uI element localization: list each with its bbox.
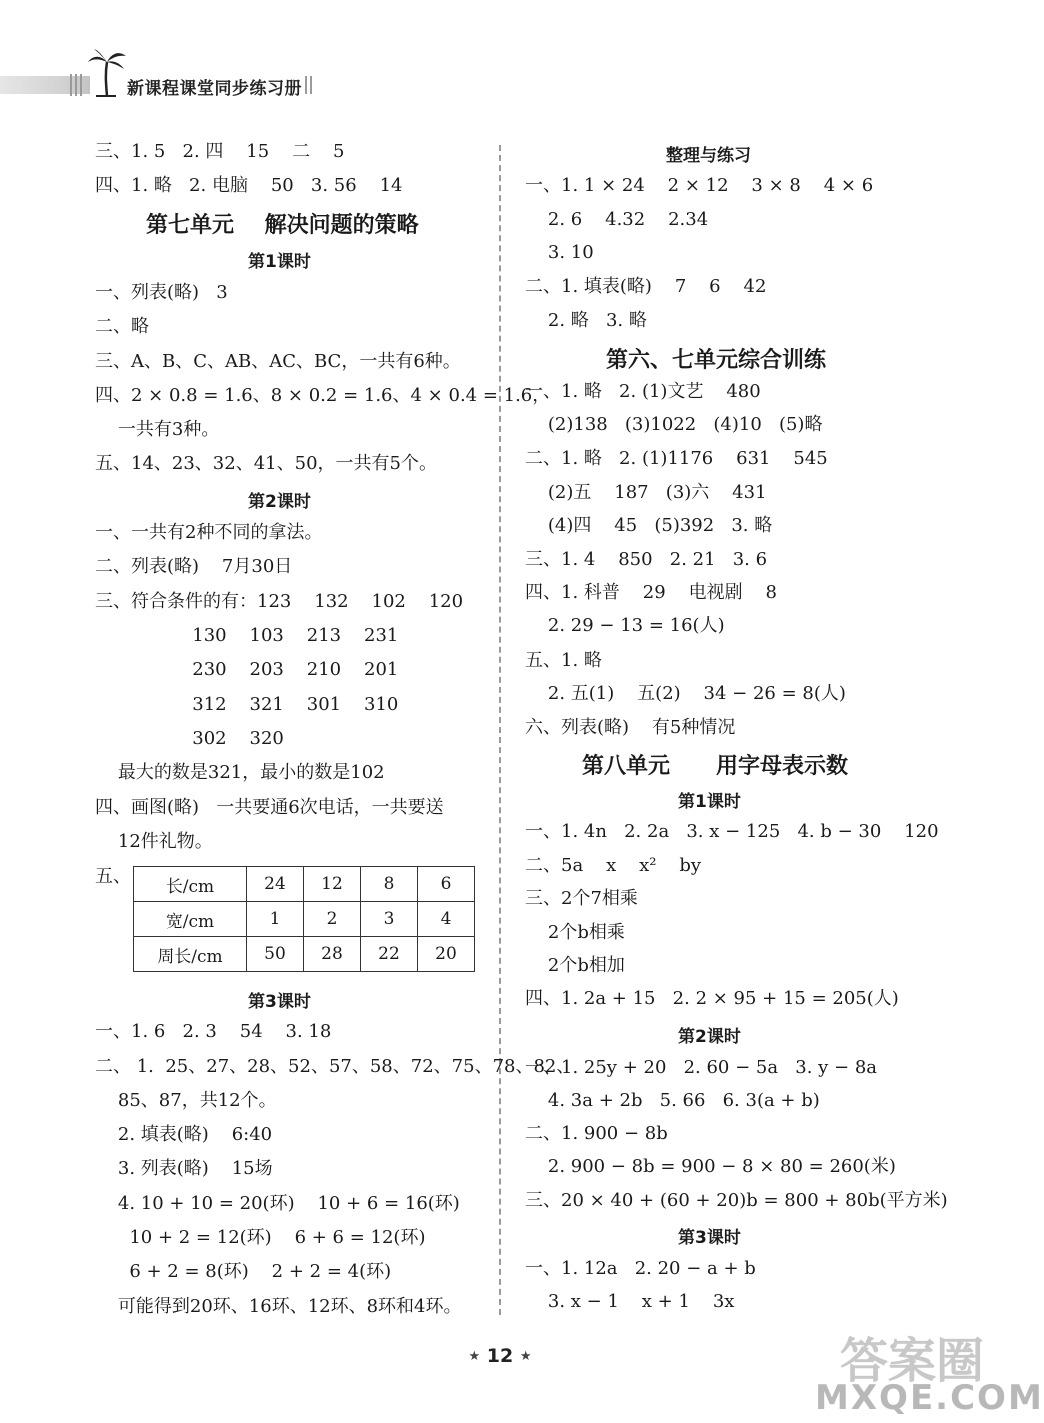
answer-line: 二、1. 900 − 8b (525, 1123, 668, 1144)
answer-line: 3. 10 (525, 242, 594, 263)
table-cell: 2 (304, 902, 361, 937)
lesson-title: 第2课时 (678, 1027, 741, 1047)
unit-title: 第七单元 解决问题的策略 (146, 213, 419, 238)
table-row (134, 867, 475, 902)
answer-line: 2个b相乘 (525, 922, 625, 943)
answer-line: 可能得到20环、16环、12环、8环和4环。 (95, 1296, 462, 1317)
table-cell: 20 (418, 937, 475, 972)
table-cell: 8 (361, 867, 418, 902)
watermark-text: MXQE.COM (815, 1378, 1044, 1418)
page-number-value: 12 (486, 1345, 514, 1367)
answer-line: 4. 10 + 10 = 20(环) 10 + 6 = 16(环) (95, 1193, 460, 1214)
answer-line: 三、A、B、C、AB、AC、BC，一共有6种。 (95, 351, 461, 372)
answer-line: 三、1. 5 2. 四 15 二 5 (95, 141, 345, 162)
answer-line: 最大的数是321，最小的数是102 (95, 762, 385, 783)
answer-line: 312 321 301 310 (95, 694, 399, 715)
answer-line: 12件礼物。 (95, 831, 213, 852)
palm-tree-icon (86, 48, 128, 98)
answer-line: 2. 29 − 13 = 16(人) (525, 615, 725, 636)
answer-line: 四、1. 科普 29 电视剧 8 (525, 582, 777, 603)
star-icon: ★ (519, 1349, 532, 1364)
answer-line: 3. 列表(略) 15场 (95, 1158, 273, 1179)
answer-line: (4)四 45 (5)392 3. 略 (525, 515, 773, 536)
question-label: 五、 (95, 866, 131, 887)
answer-line: 四、1. 2a + 15 2. 2 × 95 + 15 = 205(人) (525, 988, 899, 1009)
lesson-title: 第1课时 (248, 252, 311, 272)
column-divider (499, 145, 501, 1315)
row-header: 周长/cm (134, 937, 247, 972)
answer-line: 302 320 (95, 728, 284, 749)
answer-line: 四、1. 略 2. 电脑 50 3. 56 14 (95, 175, 403, 196)
answer-line: 二、1. 略 2. (1)1176 631 545 (525, 448, 828, 469)
answer-line: 230 203 210 201 (95, 659, 399, 680)
table-cell: 3 (361, 902, 418, 937)
lesson-title: 第1课时 (678, 792, 741, 812)
answer-line: 一、1. 1 × 24 2 × 12 3 × 8 4 × 6 (525, 175, 874, 196)
row-header: 宽/cm (134, 902, 247, 937)
answer-line: 三、20 × 40 + (60 + 20)b = 800 + 80b(平方米) (525, 1190, 948, 1211)
answer-line: 一、1. 6 2. 3 54 3. 18 (95, 1021, 332, 1042)
answer-line: 一共有3种。 (95, 419, 220, 440)
answer-line: 四、画图(略) 一共要通6次电话，一共要送 (95, 797, 444, 818)
answer-line: 一、1. 略 2. (1)文艺 480 (525, 381, 761, 402)
table-row (134, 937, 475, 972)
header-stripe (75, 74, 77, 96)
answer-line: 2. 6 4.32 2.34 (525, 209, 709, 230)
table-cell: 4 (418, 902, 475, 937)
answer-line: 二、列表(略) 7月30日 (95, 556, 293, 577)
answer-line: (2)138 (3)1022 (4)10 (5)略 (525, 414, 823, 435)
answer-line: 2. 略 3. 略 (525, 310, 647, 331)
star-icon: ★ (468, 1349, 481, 1364)
answer-line: 五、14、23、32、41、50，一共有5个。 (95, 453, 437, 474)
answer-line: 三、1. 4 850 2. 21 3. 6 (525, 549, 768, 570)
lesson-title: 第3课时 (678, 1228, 741, 1248)
answer-line: 二、5a x x² by (525, 855, 702, 876)
answer-line: 一、列表(略) 3 (95, 282, 228, 303)
answer-line: 二、略 (95, 316, 149, 337)
unit-title: 第八单元 用字母表示数 (582, 754, 848, 779)
header-stripe (70, 74, 72, 96)
table-cell: 28 (304, 937, 361, 972)
answer-line: 四、2 × 0.8 = 1.6、8 × 0.2 = 1.6、4 × 0.4 = 1.6， (95, 385, 551, 406)
answer-line: 二、 1. 25、27、28、52、57、58、72、75、78、82、 (95, 1056, 575, 1077)
lesson-title: 第2课时 (248, 492, 311, 512)
answer-line: 2. 填表(略) 6:40 (95, 1124, 273, 1145)
answer-line: 4. 3a + 2b 5. 66 6. 3(a + b) (525, 1090, 820, 1111)
table-cell: 22 (361, 937, 418, 972)
table-cell: 6 (418, 867, 475, 902)
answer-line: 二、1. 填表(略) 7 6 42 (525, 276, 767, 297)
answer-line: 一、1. 25y + 20 2. 60 − 5a 3. y − 8a (525, 1057, 878, 1078)
answer-line: 三、2个7相乘 (525, 888, 638, 909)
answer-line: 2. 五(1) 五(2) 34 − 26 = 8(人) (525, 683, 846, 704)
answer-line: 2. 900 − 8b = 900 − 8 × 80 = 260(米) (525, 1156, 896, 1177)
answer-line: 2个b相加 (525, 955, 625, 976)
book-title: 新课程课堂同步练习册 (127, 79, 302, 99)
answer-line: 三、符合条件的有：123 132 102 120 (95, 591, 464, 612)
table-cell: 50 (247, 937, 304, 972)
table-cell: 12 (304, 867, 361, 902)
answer-line: 一、一共有2种不同的拿法。 (95, 522, 323, 543)
table-cell: 24 (247, 867, 304, 902)
answer-line: 3. x − 1 x + 1 3x (525, 1291, 735, 1312)
header-stripe (305, 76, 307, 94)
answer-line: 一、1. 4n 2. 2a 3. x − 125 4. b − 30 120 (525, 821, 939, 842)
unit-title: 第六、七单元综合训练 (606, 348, 827, 373)
answer-line: 六、列表(略) 有5种情况 (525, 717, 736, 738)
answer-line: 130 103 213 231 (95, 625, 399, 646)
answer-line: 一、1. 12a 2. 20 − a + b (525, 1258, 756, 1279)
table-row (134, 902, 475, 937)
section-title: 整理与练习 (666, 146, 751, 166)
table-cell: 1 (247, 902, 304, 937)
answer-line: 10 + 2 = 12(环) 6 + 6 = 12(环) (95, 1227, 426, 1248)
header-stripe (310, 76, 312, 94)
answer-line: (2)五 187 (3)六 431 (525, 482, 767, 503)
answer-line: 85、87，共12个。 (95, 1090, 277, 1111)
header-stripe (80, 74, 82, 96)
dimensions-table (133, 866, 475, 972)
answer-line: 6 + 2 = 8(环) 2 + 2 = 4(环) (95, 1261, 392, 1282)
answer-line: 五、1. 略 (525, 650, 602, 671)
lesson-title: 第3课时 (248, 992, 311, 1012)
watermark-logo: 答案圈 (840, 1333, 985, 1389)
row-header: 长/cm (134, 867, 247, 902)
